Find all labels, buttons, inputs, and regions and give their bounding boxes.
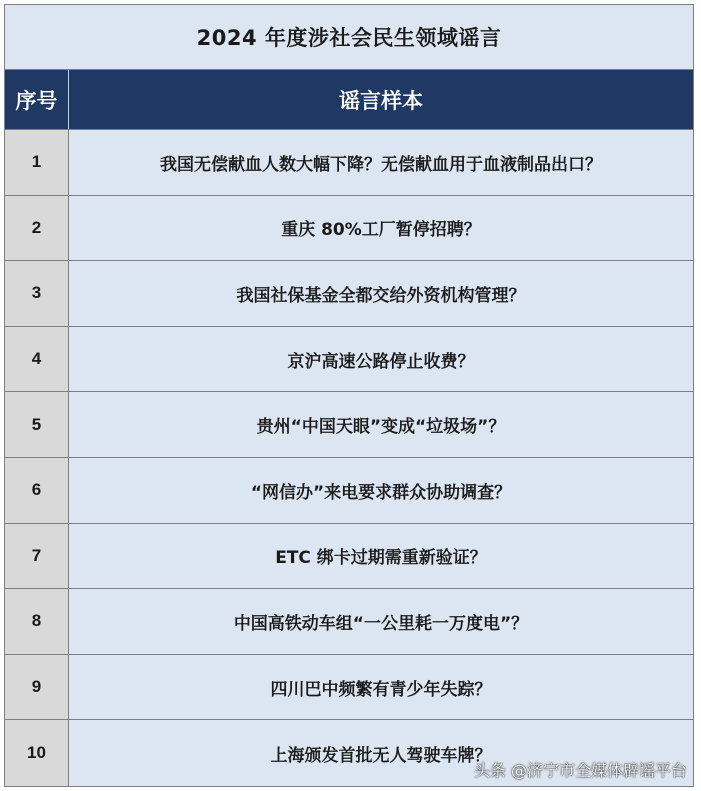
row-text: 中国高铁动车组“一公里耗一万度电”？ <box>69 589 693 654</box>
row-num: 5 <box>5 392 69 457</box>
row-text: 京沪高速公路停止收费？ <box>69 327 693 392</box>
table-row <box>5 524 693 590</box>
row-text: 上海颁发首批无人驾驶车牌？ <box>69 720 693 786</box>
table-row <box>5 327 693 393</box>
table-row <box>5 261 693 327</box>
watermark: 头条 @济宁市全媒体辟谣平台 <box>473 761 687 780</box>
row-text: ETC 绑卡过期需重新验证？ <box>69 524 693 589</box>
table-header <box>5 70 693 130</box>
row-text: “网信办”来电要求群众协助调查？ <box>69 458 693 523</box>
row-num: 4 <box>5 327 69 392</box>
table-row <box>5 458 693 524</box>
row-num: 3 <box>5 261 69 326</box>
table-body <box>5 130 693 786</box>
row-num: 1 <box>5 130 69 195</box>
header-text: 谣言样本 <box>339 88 423 113</box>
row-text: 我国社保基金全都交给外资机构管理？ <box>69 261 693 326</box>
table-row <box>5 655 693 721</box>
table-row <box>5 196 693 262</box>
table-title: 2024 年度涉社会民生领域谣言 <box>5 5 693 70</box>
table-row <box>5 392 693 458</box>
row-num: 6 <box>5 458 69 523</box>
rumor-table <box>4 4 694 787</box>
row-num: 10 <box>5 720 69 786</box>
table-row <box>5 589 693 655</box>
row-text: 重庆 80%工厂暂停招聘？ <box>69 196 693 261</box>
header-num: 序号 <box>5 70 69 129</box>
table-row <box>5 130 693 196</box>
row-text: 我国无偿献血人数大幅下降？无偿献血用于血液制品出口？ <box>69 130 693 195</box>
row-num: 8 <box>5 589 69 654</box>
row-num: 7 <box>5 524 69 589</box>
row-num: 9 <box>5 655 69 720</box>
row-text: 四川巴中频繁有青少年失踪？ <box>69 655 693 720</box>
row-num: 2 <box>5 196 69 261</box>
row-text: 贵州“中国天眼”变成“垃圾场”？ <box>69 392 693 457</box>
